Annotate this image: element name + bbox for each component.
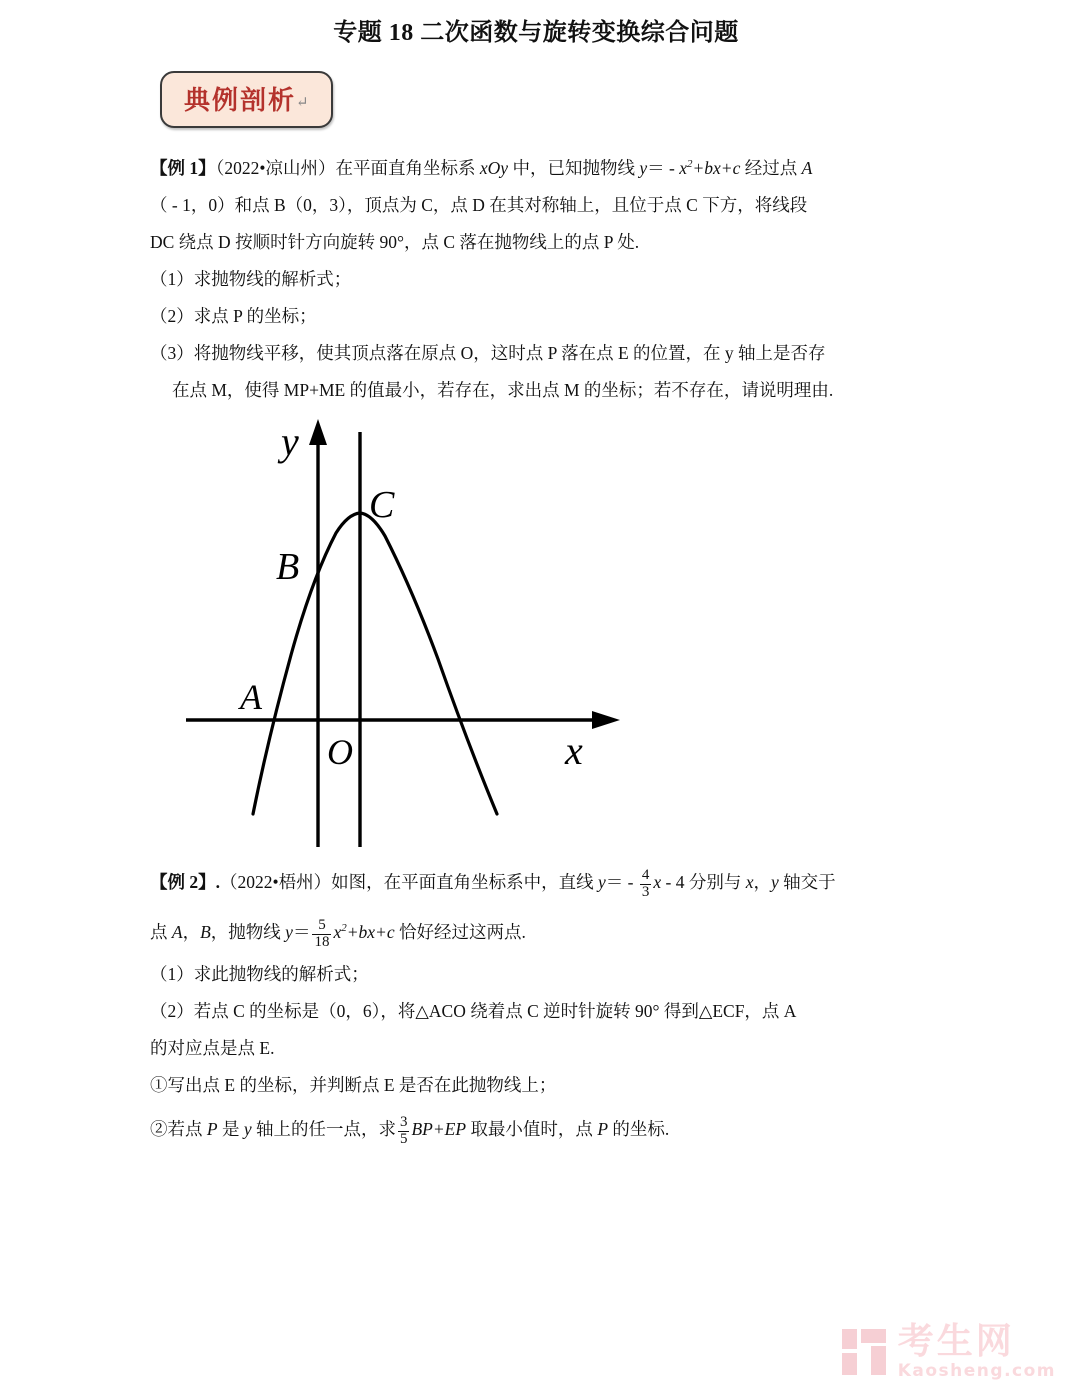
example2-sub2-b: 是 bbox=[217, 1118, 244, 1139]
example2-line1-y2: y bbox=[771, 872, 779, 893]
example2-line2-comma: ， bbox=[182, 921, 201, 942]
watermark-chinese: 考生网 bbox=[897, 1321, 1015, 1362]
example2-sub2-P: P bbox=[206, 1118, 218, 1139]
parabola-diagram bbox=[0, 409, 1072, 864]
example2-point-B: B bbox=[200, 921, 211, 942]
example2-subquestion-1: ①写出点 E 的坐标，并判断点 E 是否在此抛物线上； bbox=[150, 1074, 557, 1095]
example2-line1-x: x bbox=[653, 872, 662, 893]
example1-source: （2022•凉山州） bbox=[215, 158, 336, 179]
watermark bbox=[842, 1321, 1056, 1381]
example2-line1-y: y bbox=[598, 872, 606, 893]
example2-sub2-c: 轴上的任一点，求 bbox=[251, 1118, 396, 1139]
document-page bbox=[0, 18, 1072, 1394]
example2-point-A: A bbox=[171, 921, 183, 942]
example2-line2-y: y bbox=[285, 921, 293, 942]
example1-question-3-line1: （3）将抛物线平移，使其顶点落在原点 O，这时点 P 落在点 E 的位置，在 y 轴上是否存 bbox=[150, 343, 826, 364]
example2-line2-x: x bbox=[333, 921, 342, 942]
pilcrow-icon: ↵ bbox=[296, 95, 309, 112]
kaosheng-logo-icon bbox=[842, 1329, 886, 1375]
fraction-4-over-3 bbox=[640, 868, 652, 901]
example2-block bbox=[0, 860, 1072, 1154]
label-y: y bbox=[281, 419, 299, 465]
section-badge bbox=[160, 71, 333, 128]
y-axis bbox=[309, 419, 327, 847]
label-A: A bbox=[240, 677, 262, 718]
fraction-numerator: 4 bbox=[641, 867, 650, 884]
example1-block bbox=[0, 146, 1072, 409]
example2-line1 bbox=[150, 860, 940, 904]
example2-line2-a: 点 bbox=[150, 921, 172, 942]
fraction-5-over-18 bbox=[312, 918, 331, 951]
watermark-english: Kaosheng.com bbox=[897, 1361, 1056, 1381]
example1-line1-c: 经过点 bbox=[740, 158, 802, 179]
example2-source: （2022•梧州） bbox=[220, 872, 332, 893]
example2-question-1: （1）求此抛物线的解析式； bbox=[150, 963, 369, 984]
label-x: x bbox=[565, 728, 583, 774]
example2-line1-tail2: 轴交于 bbox=[778, 872, 836, 893]
example1-eq-x: x bbox=[679, 158, 687, 179]
label-C: C bbox=[369, 484, 395, 527]
example2-lead-label: 【例 2】. bbox=[150, 872, 220, 893]
example2-line1-x2: x bbox=[745, 872, 754, 893]
example2-subquestion-2 bbox=[150, 1104, 940, 1154]
example1-question-3-line2: 在点 M，使得 MP+ME 的值最小，若存在，求出点 M 的坐标；若不存在，请说明理由. bbox=[172, 380, 834, 401]
example2-line2-exponent: 2 bbox=[341, 922, 347, 935]
example2-sub2-y: y bbox=[243, 1118, 252, 1139]
example2-line2 bbox=[150, 904, 940, 956]
example2-line2-eq: ＝ bbox=[292, 921, 311, 942]
example1-eq-rest1: ＝ - bbox=[647, 158, 680, 179]
example1-question-1: （1）求抛物线的解析式； bbox=[150, 269, 352, 290]
example2-line1-tail: - 4 分别与 bbox=[661, 872, 746, 893]
example1-lead-label: 【例 1】 bbox=[150, 158, 216, 179]
example2-line1-a: 如图，在平面直角坐标系中，直线 bbox=[331, 872, 599, 893]
label-B: B bbox=[276, 546, 300, 589]
example2-sub2-tail: 取最小值时，点 bbox=[466, 1118, 598, 1139]
example2-line2-rest: +bx+c bbox=[346, 921, 395, 942]
example2-line2-tail: 恰好经过这两点. bbox=[394, 921, 526, 942]
example2-question-2-line2: 的对应点是点 E. bbox=[150, 1037, 275, 1058]
example1-eq-exponent: 2 bbox=[686, 158, 693, 171]
example1-eq-rest2: +bx+c bbox=[692, 158, 741, 179]
example2-line1-comma: ， bbox=[753, 872, 772, 893]
fraction-denominator: 3 bbox=[641, 883, 650, 900]
example1-point-A: A bbox=[801, 158, 813, 179]
example2-sub2-tail2: 的坐标. bbox=[608, 1118, 670, 1139]
fraction-3-over-5 bbox=[398, 1115, 410, 1148]
example1-question-2: （2）求点 P 的坐标； bbox=[150, 306, 317, 327]
example2-sub2-P2: P bbox=[597, 1118, 609, 1139]
example1-line1 bbox=[150, 146, 940, 187]
example2-line1-eq-mid: ＝ - bbox=[605, 872, 638, 893]
example1-line1-b: 中，已知抛物线 bbox=[508, 158, 640, 179]
example2-question-2-line1: （2）若点 C 的坐标是（0，6），将△ACO 绕着点 C 逆时针旋转 90° 得到△ECF，点 A bbox=[150, 1000, 797, 1021]
page-title: 专题 18 二次函数与旋转变换综合问题 bbox=[333, 20, 739, 46]
section-badge-label: 典例剖析 bbox=[184, 86, 297, 117]
example1-line1-a: 在平面直角坐标系 bbox=[335, 158, 480, 179]
example1-line2: （ - 1，0）和点 B（0，3），顶点为 C，点 D 在其对称轴上，且位于点 C 下方，将线段 bbox=[150, 195, 808, 216]
example1-eq-y: y bbox=[639, 158, 648, 179]
example2-sub2-BP-EP: BP+EP bbox=[411, 1118, 467, 1139]
example2-line2-b: ，抛物线 bbox=[210, 921, 286, 942]
example1-figure bbox=[0, 409, 1072, 864]
fraction-denominator: 18 bbox=[314, 933, 330, 950]
fraction-numerator: 5 bbox=[318, 916, 326, 933]
label-O: O bbox=[327, 732, 353, 773]
watermark-text bbox=[897, 1321, 1056, 1381]
example1-xOy: xOy bbox=[479, 158, 509, 179]
example2-sub2-a: ②若点 bbox=[150, 1118, 207, 1139]
fraction-numerator: 3 bbox=[399, 1113, 408, 1130]
section-badge-container bbox=[160, 71, 1072, 128]
fraction-denominator: 5 bbox=[399, 1130, 408, 1147]
example1-line3: DC 绕点 D 按顺时针方向旋转 90°，点 C 落在抛物线上的点 P 处. bbox=[150, 232, 640, 253]
